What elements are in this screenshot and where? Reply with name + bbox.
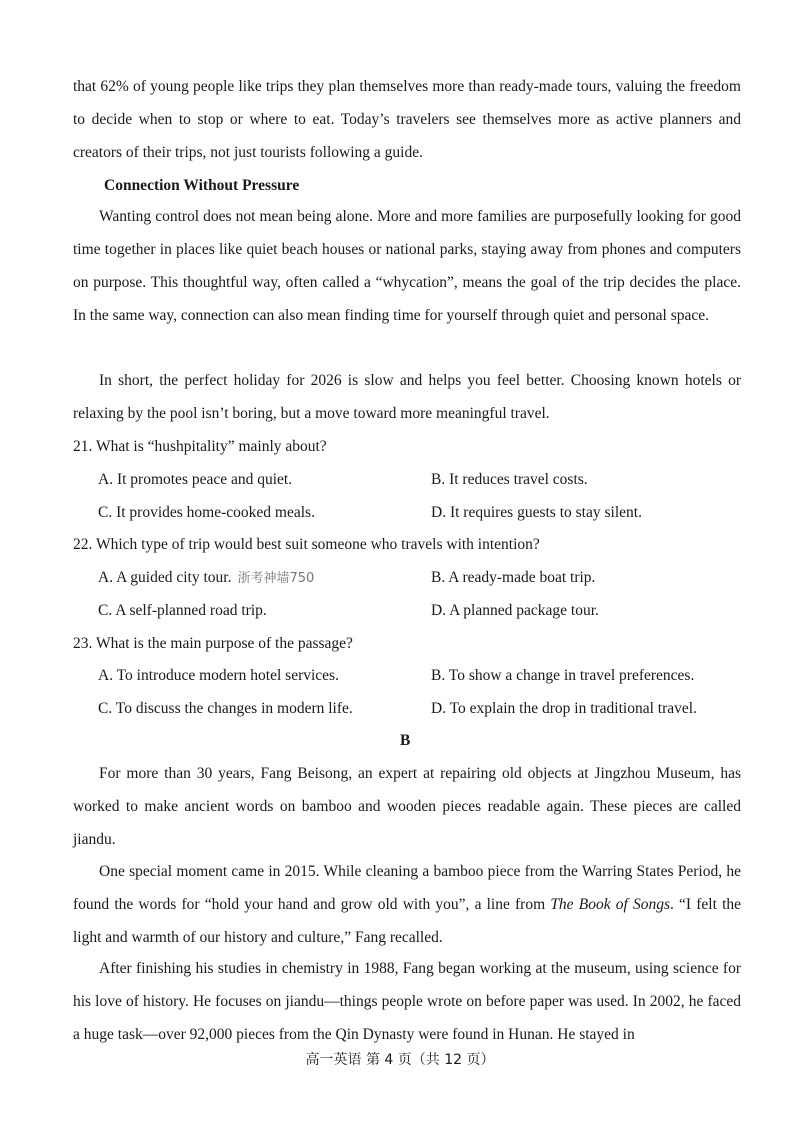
question-22-stem: 22. Which type of trip would best suit someone who travels with intention? xyxy=(73,536,540,553)
passage-b-paragraph-2-start: One special moment came in 2015. While cleaning a bamboo piece from the Warring States Period, he found the words for “hold your hand and grow old with you”, a line from xyxy=(73,863,741,913)
passage-a-paragraph-3: In short, the perfect holiday for 2026 is slow and helps you feel better. Choosing known hotels or relaxing by the pool isn’t boring, but a move toward more meaningful travel. xyxy=(73,372,741,422)
passage-a-paragraph-2: Wanting control does not mean being alone. More and more families are purposefully looking for good time together in places like quiet beach houses or national parks, staying away from phones and computers on purpose. This thoughtful way, often called a “whycation”, means the goal of the trip decides the place. In the same way, connection can also mean finding time for yourself through quiet and personal space. xyxy=(73,208,741,324)
question-23-option-c: C. To discuss the changes in modern life. xyxy=(98,700,353,717)
book-title-part-1: The Book of xyxy=(550,896,628,913)
passage-b-paragraph-3: After finishing his studies in chemistry in 1988, Fang began working at the museum, using science for his love of history. He focuses on jiandu—things people wrote on before paper was used. In 2002, he faced a huge task—over 92,000 pieces from the Qin Dynasty were found in Hunan. He stayed in xyxy=(73,960,741,1043)
question-23-stem: 23. What is the main purpose of the passage? xyxy=(73,635,353,652)
book-title-part-2: Songs xyxy=(632,896,671,913)
question-23-option-d: D. To explain the drop in traditional travel. xyxy=(431,700,697,717)
question-23-option-a: A. To introduce modern hotel services. xyxy=(98,667,339,684)
passage-b-paragraph-2-end: . “I felt the light and warmth of our history and culture,” Fang recalled. xyxy=(73,896,742,946)
question-21-stem: 21. What is “hushpitality” mainly about? xyxy=(73,438,327,455)
question-21-option-d: D. It requires guests to stay silent. xyxy=(431,504,642,521)
question-21-option-a: A. It promotes peace and quiet. xyxy=(98,471,293,488)
passage-b-paragraph-1: For more than 30 years, Fang Beisong, an expert at repairing old objects at Jingzhou Museum, has worked to make ancient words on bamboo and wooden pieces readable again. These pieces are called jiandu. xyxy=(73,765,741,848)
passage-a-paragraph-1: that 62% of young people like trips they plan themselves more than ready-made tours, valuing the freedom to decide when to stop or where to eat. Today’s travelers see themselves more as active planners and creators of their trips, not just tourists following a guide. xyxy=(73,78,741,161)
question-22-option-a-row xyxy=(98,568,314,589)
passage-b-paragraph-2 xyxy=(73,855,741,954)
question-23-option-b: B. To show a change in travel preferences. xyxy=(431,667,695,684)
watermark-text: 浙考神墙750 xyxy=(237,571,315,586)
question-22-option-a: A. A guided city tour. xyxy=(98,569,232,586)
page-footer: 高一英语 第 4 页（共 12 页） xyxy=(305,1052,495,1068)
passage-b-label: B xyxy=(400,732,411,749)
question-22-option-d: D. A planned package tour. xyxy=(431,602,599,619)
question-21-option-b: B. It reduces travel costs. xyxy=(431,471,588,488)
question-22-option-b: B. A ready-made boat trip. xyxy=(431,569,596,586)
question-22-option-c: C. A self-planned road trip. xyxy=(98,602,267,619)
section-heading: Connection Without Pressure xyxy=(104,177,300,194)
question-21-option-c: C. It provides home-cooked meals. xyxy=(98,504,315,521)
